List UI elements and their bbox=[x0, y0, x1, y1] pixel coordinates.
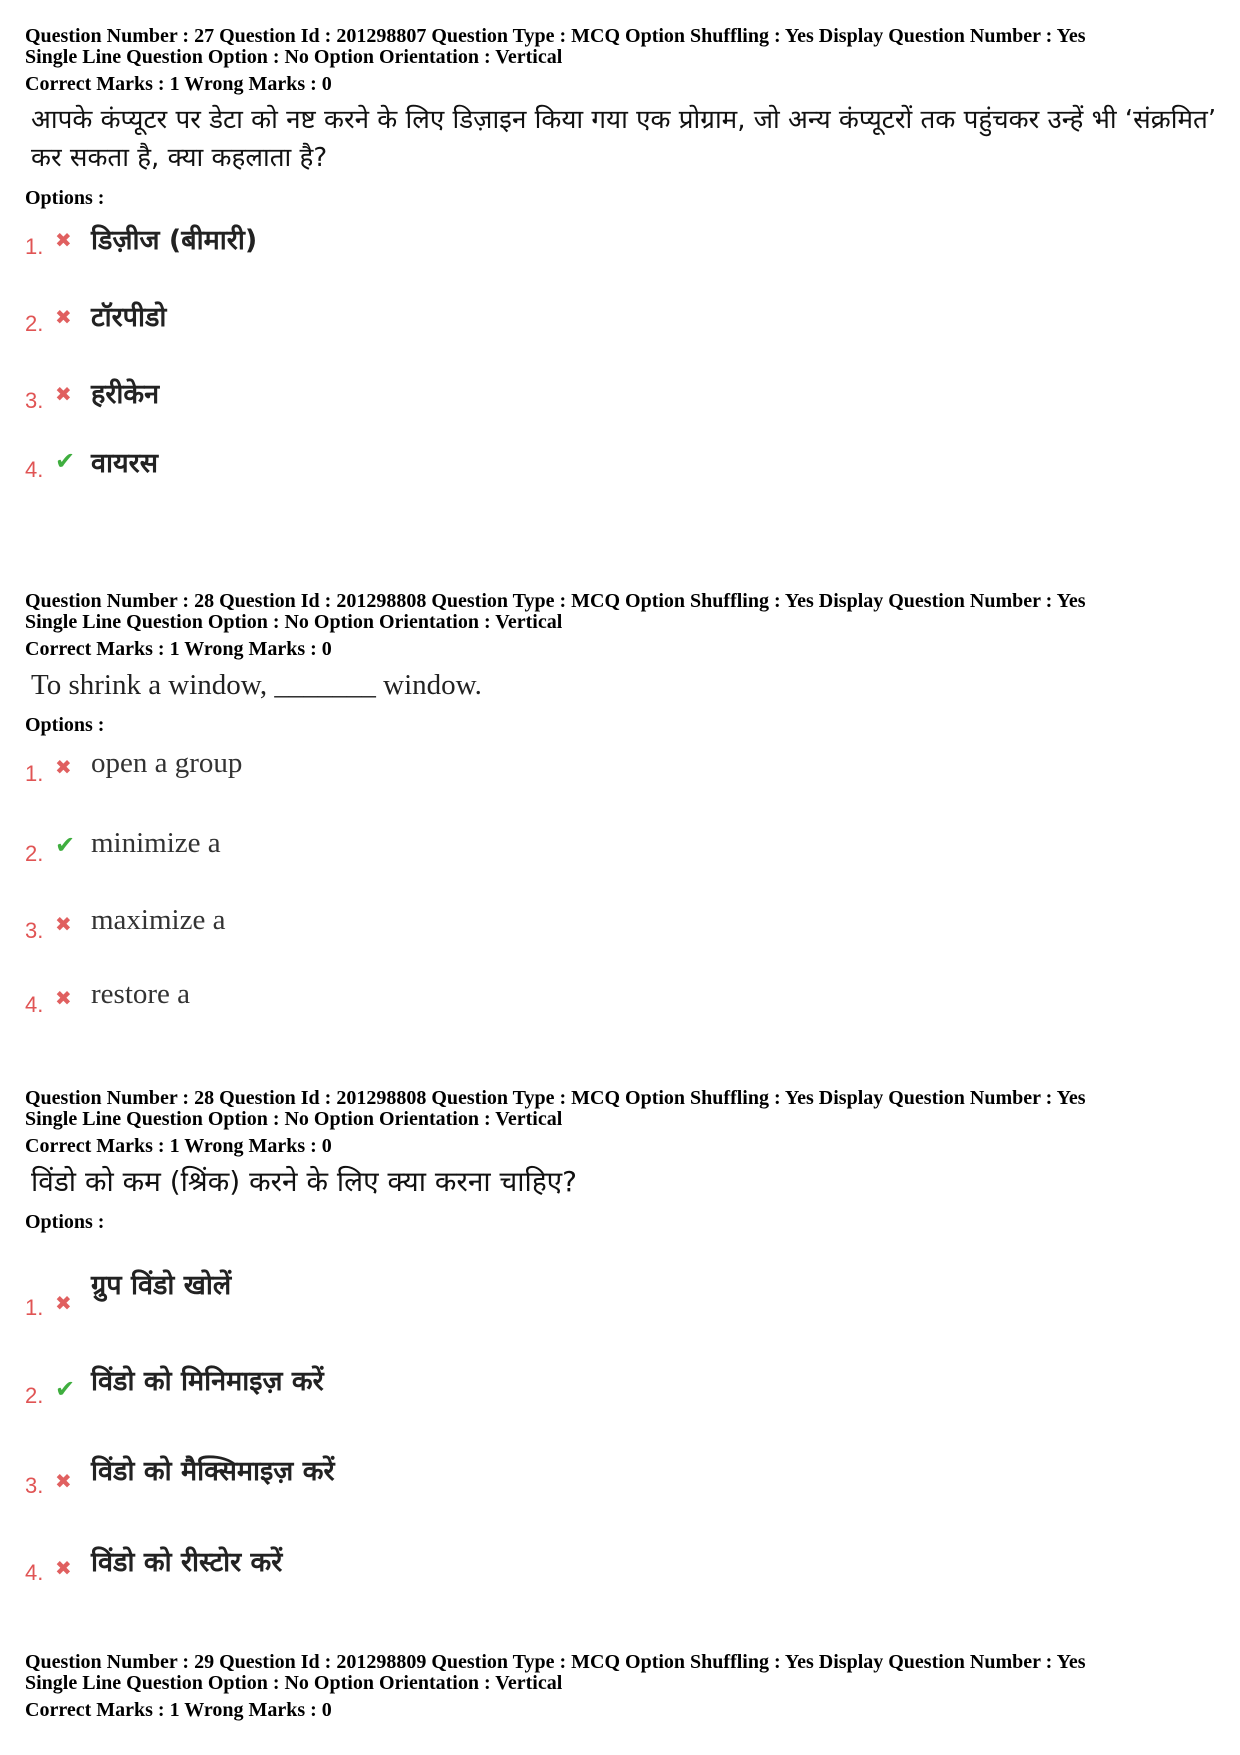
question-meta: Question Number : 27 Question Id : 201298807 Question Type : MCQ Option Shuffling : Yes Display Question Number : Yes bbox=[25, 25, 1086, 47]
option-text: maximize a bbox=[91, 904, 226, 936]
question-marks: Correct Marks : 1 Wrong Marks : 0 bbox=[25, 638, 332, 660]
question-block bbox=[25, 591, 1225, 737]
question-marks: Correct Marks : 1 Wrong Marks : 0 bbox=[25, 1135, 332, 1157]
question-text: To shrink a window, _______ window. bbox=[31, 669, 482, 701]
option-text: वायरस bbox=[91, 448, 158, 479]
cross-icon: ✖ bbox=[55, 912, 72, 936]
option-text: डिज़ीज (बीमारी) bbox=[91, 225, 258, 256]
options-label: Options : bbox=[25, 187, 105, 209]
option-number: 1. bbox=[25, 234, 44, 259]
option-number: 2. bbox=[25, 311, 44, 336]
option-number: 4. bbox=[25, 457, 44, 482]
question-marks: Correct Marks : 1 Wrong Marks : 0 bbox=[25, 1699, 332, 1721]
option-number: 4. bbox=[25, 1560, 44, 1585]
question-marks: Correct Marks : 1 Wrong Marks : 0 bbox=[25, 73, 332, 95]
options-label: Options : bbox=[25, 714, 105, 736]
question-meta-options: Single Line Question Option : No Option Orientation : Vertical bbox=[25, 1108, 563, 1130]
option-text: विंडो को रीस्टोर करें bbox=[91, 1547, 283, 1578]
cross-icon: ✖ bbox=[55, 305, 72, 329]
question-meta-options: Single Line Question Option : No Option Orientation : Vertical bbox=[25, 1672, 563, 1694]
question-meta: Question Number : 29 Question Id : 201298809 Question Type : MCQ Option Shuffling : Yes Display Question Number : Yes bbox=[25, 1651, 1086, 1673]
question-block bbox=[25, 26, 1225, 210]
check-icon: ✔ bbox=[55, 447, 76, 475]
cross-icon: ✖ bbox=[55, 1469, 72, 1493]
option-number: 2. bbox=[25, 1383, 44, 1408]
option-text: minimize a bbox=[91, 827, 221, 859]
question-meta: Question Number : 28 Question Id : 201298808 Question Type : MCQ Option Shuffling : Yes Display Question Number : Yes bbox=[25, 1087, 1086, 1109]
option-text: restore a bbox=[91, 978, 191, 1010]
option-number: 3. bbox=[25, 1473, 44, 1498]
cross-icon: ✖ bbox=[55, 1291, 72, 1315]
question-block bbox=[25, 1088, 1225, 1234]
option-text: विंडो को मैक्सिमाइज़ करें bbox=[91, 1456, 335, 1487]
question-text: आपके कंप्यूटर पर डेटा को नष्ट करने के लिए डिज़ाइन किया गया एक प्रोग्राम, जो अन्य कंप्यूटरों तक पहुंचकर उन्हें भी ‘संक्रमित’ कर सकता है, क्या कहलाता है? bbox=[31, 105, 1217, 173]
option-number: 1. bbox=[25, 1295, 44, 1320]
check-icon: ✔ bbox=[55, 831, 76, 859]
options-label: Options : bbox=[25, 1211, 105, 1233]
question-meta-options: Single Line Question Option : No Option Orientation : Vertical bbox=[25, 46, 563, 68]
option-number: 1. bbox=[25, 761, 44, 786]
cross-icon: ✖ bbox=[55, 1556, 72, 1580]
question-meta-options: Single Line Question Option : No Option Orientation : Vertical bbox=[25, 611, 563, 633]
option-text: ग्रुप विंडो खोलें bbox=[91, 1270, 232, 1301]
option-number: 3. bbox=[25, 388, 44, 413]
cross-icon: ✖ bbox=[55, 228, 72, 252]
option-number: 4. bbox=[25, 992, 44, 1017]
option-text: विंडो को मिनिमाइज़ करें bbox=[91, 1366, 324, 1397]
option-text: टॉरपीडो bbox=[91, 302, 167, 333]
cross-icon: ✖ bbox=[55, 755, 72, 779]
option-text: हरीकेन bbox=[91, 379, 160, 410]
check-icon: ✔ bbox=[55, 1375, 76, 1403]
option-number: 3. bbox=[25, 918, 44, 943]
question-meta: Question Number : 28 Question Id : 201298808 Question Type : MCQ Option Shuffling : Yes Display Question Number : Yes bbox=[25, 590, 1086, 612]
option-number: 2. bbox=[25, 841, 44, 866]
option-text: open a group bbox=[91, 747, 243, 779]
cross-icon: ✖ bbox=[55, 382, 72, 406]
question-text: विंडो को कम (श्रिंक) करने के लिए क्या करना चाहिए? bbox=[31, 1165, 578, 1198]
question-block bbox=[25, 1652, 1225, 1721]
cross-icon: ✖ bbox=[55, 986, 72, 1010]
